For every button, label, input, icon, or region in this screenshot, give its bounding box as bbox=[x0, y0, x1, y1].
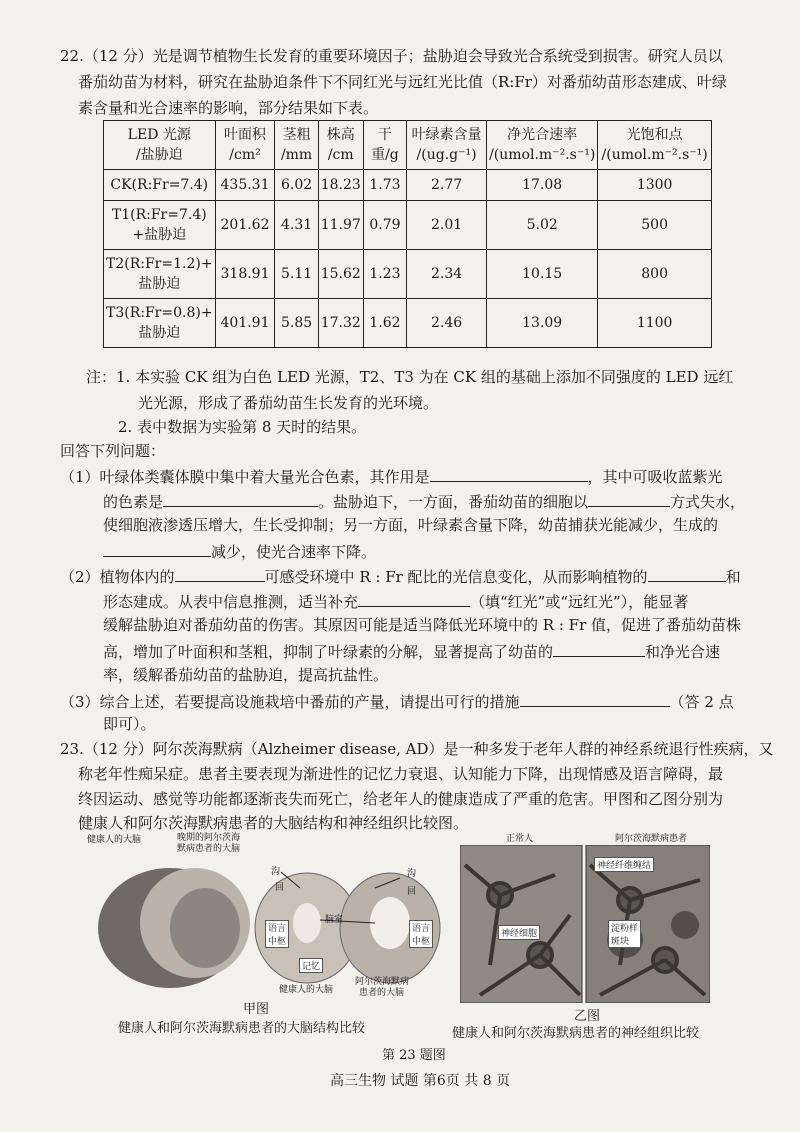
table-header-row bbox=[104, 121, 712, 170]
answer-blank[interactable] bbox=[163, 488, 318, 507]
label-gyrus-left: 回 bbox=[275, 883, 285, 893]
table-cell: 1.62 bbox=[363, 299, 406, 348]
fig-right-name: 乙图 bbox=[574, 1009, 601, 1024]
table-cell: 10.15 bbox=[487, 250, 598, 299]
answer-blank[interactable] bbox=[358, 588, 470, 607]
table-cell: 2.01 bbox=[407, 201, 487, 250]
label-healthy-brain: 健康人的大脑 bbox=[87, 835, 142, 845]
table-cell: 0.79 bbox=[363, 201, 406, 250]
label-gyrus-right: 回 bbox=[407, 887, 417, 897]
table-cell: 435.31 bbox=[215, 170, 275, 201]
table-cell: 2.77 bbox=[407, 170, 487, 201]
sub2-line3: 缓解盐胁迫对番茄幼苗的伤害。其原因可能是适当降低光环境中的 R : Fr 值，促进了番茄幼苗株 bbox=[103, 616, 742, 634]
table-cell: 1300 bbox=[598, 170, 712, 201]
page-footer: 高三生物 试题 第6页 共 8 页 bbox=[330, 1073, 511, 1089]
table-row bbox=[104, 201, 712, 250]
results-table bbox=[103, 120, 712, 348]
note-1a: 注：1. 本实验 CK 组为白色 LED 光源，T2、T3 为在 CK 组的基础上添加不同强度的 LED 远红 bbox=[86, 368, 734, 386]
q23-line1: 23.（12 分）阿尔茨海默病（Alzheimer disease, AD）是一种多发于老年人群的神经系统退行性疾病，又 bbox=[60, 740, 774, 758]
answer-blank[interactable] bbox=[103, 538, 211, 557]
note-2: 2. 表中数据为实验第 8 天时的结果。 bbox=[118, 418, 367, 436]
sub2-line5: 率，缓解番茄幼苗的盐胁迫，提高抗盐性。 bbox=[103, 666, 389, 684]
q22-line2: 番茄幼苗为材料，研究在盐胁迫条件下不同红光与远红光比值（R:Fr）对番茄幼苗形态建成、叶绿 bbox=[78, 73, 727, 91]
table-cell: 2.34 bbox=[407, 250, 487, 299]
figure-brain-structure bbox=[85, 828, 445, 998]
answer-blank[interactable] bbox=[648, 563, 726, 582]
sub2-line1: （2）植物体内的 可感受环境中 R : Fr 配比的光信息变化，从而影响植物的 和 bbox=[60, 563, 741, 589]
table-cell: 5.85 bbox=[275, 299, 318, 348]
header-cell: 干重/g bbox=[363, 121, 406, 170]
sub1-line1: （1）叶绿体类囊体膜中集中着大量光合色素，其作用是 ，其中可吸收蓝紫光 bbox=[60, 463, 723, 489]
table-cell: 5.11 bbox=[275, 250, 318, 299]
label-healthy-cross: 健康人的大脑 bbox=[279, 985, 334, 995]
header-cell: 光饱和点 /(umol.m⁻².s⁻¹) bbox=[598, 121, 712, 170]
sub2-line4: 高，增加了叶面积和茎粗，抑制了叶绿素的分解，显著提高了幼苗的 和净光合速 bbox=[103, 638, 720, 664]
table-cell: 18.23 bbox=[318, 170, 363, 201]
label-neuron: 神经细胞 bbox=[498, 925, 540, 940]
header-cell: 叶面积 /cm² bbox=[215, 121, 275, 170]
q23-line2: 称老年性痴呆症。患者主要表现为渐进性的记忆力衰退、认知能力下降，出现情感及语言障碍，最 bbox=[78, 765, 724, 783]
label-ad-brain-a: 晚期的阿尔茨海 bbox=[177, 833, 241, 843]
label-tangle: 神经纤维缠结 bbox=[594, 857, 654, 872]
answer-blank[interactable] bbox=[175, 563, 265, 582]
row-label: T1(R:Fr=7.4) +盐胁迫 bbox=[104, 201, 216, 250]
figure-group-caption: 第 23 题图 bbox=[382, 1048, 446, 1063]
table-row bbox=[104, 250, 712, 299]
label-patient: 阿尔茨海默病患者 bbox=[615, 834, 688, 844]
table-cell: 11.97 bbox=[318, 201, 363, 250]
table-cell: 5.02 bbox=[487, 201, 598, 250]
table-row bbox=[104, 170, 712, 201]
table-cell: 13.09 bbox=[487, 299, 598, 348]
fig-left-caption: 健康人和阿尔茨海默病患者的大脑结构比较 bbox=[118, 1021, 366, 1036]
sub3-line1: （3）综合上述，若要提高设施栽培中番茄的产量，请提出可行的措施 （答 2 点 bbox=[60, 688, 734, 714]
table-cell: 17.08 bbox=[487, 170, 598, 201]
neuron-illustration bbox=[460, 845, 710, 1003]
row-label: T3(R:Fr=0.8)+ 盐胁迫 bbox=[104, 299, 216, 348]
table-cell: 401.91 bbox=[215, 299, 275, 348]
table-row bbox=[104, 299, 712, 348]
fig-right-caption: 健康人和阿尔茨海默病患者的神经组织比较 bbox=[452, 1026, 700, 1041]
table-cell: 1100 bbox=[598, 299, 712, 348]
label-ad-brain-b: 默病患者的大脑 bbox=[177, 844, 241, 854]
header-cell: 株高 /cm bbox=[318, 121, 363, 170]
header-cell: 茎粗 /mm bbox=[275, 121, 318, 170]
note-1b: 光光源，形成了番茄幼苗生长发育的光环境。 bbox=[138, 394, 439, 412]
label-sulcus-left: 沟 bbox=[271, 867, 281, 877]
sub1-line4: 减少，使光合速率下降。 bbox=[103, 538, 376, 564]
table-cell: 17.32 bbox=[318, 299, 363, 348]
table-cell: 800 bbox=[598, 250, 712, 299]
table-cell: 500 bbox=[598, 201, 712, 250]
fig-left-name: 甲图 bbox=[243, 1002, 270, 1017]
table-cell: 1.23 bbox=[363, 250, 406, 299]
header-cell: LED 光源 /盐胁迫 bbox=[104, 121, 216, 170]
q22-line1: 22.（12 分）光是调节植物生长发育的重要环境因子；盐胁迫会导致光合系统受到损害。研究人员以 bbox=[60, 47, 723, 65]
sub1-line3: 使细胞液渗透压增大，生长受抑制；另一方面，叶绿素含量下降，幼苗捕获光能减少，生成的 bbox=[103, 516, 719, 534]
label-memory: 记忆 bbox=[299, 958, 323, 973]
q22-line3: 素含量和光合速率的影响，部分结果如下表。 bbox=[78, 99, 379, 117]
label-speech-left: 语言 中枢 bbox=[265, 920, 289, 948]
q23-line4: 健康人和阿尔茨海默病患者的大脑结构和神经组织比较图。 bbox=[78, 814, 469, 832]
answer-blank[interactable] bbox=[553, 638, 645, 657]
answer-prompt: 回答下列问题： bbox=[60, 442, 166, 460]
label-normal: 正常人 bbox=[506, 834, 534, 844]
table-cell: 318.91 bbox=[215, 250, 275, 299]
label-sulcus-right: 沟 bbox=[407, 869, 417, 879]
sub3-line2: 即可）。 bbox=[103, 715, 156, 733]
label-plaque: 淀粉样 斑块 bbox=[608, 920, 641, 948]
table-cell: 1.73 bbox=[363, 170, 406, 201]
answer-blank[interactable] bbox=[520, 688, 670, 707]
table-cell: 4.31 bbox=[275, 201, 318, 250]
row-label: T2(R:Fr=1.2)+ 盐胁迫 bbox=[104, 250, 216, 299]
table-cell: 15.62 bbox=[318, 250, 363, 299]
table-cell: 201.62 bbox=[215, 201, 275, 250]
sub2-line2: 形态建成。从表中信息推测，适当补充 （填“红光”或“远红光”），能显著 bbox=[103, 588, 688, 614]
row-label: CK(R:Fr=7.4) bbox=[104, 170, 216, 201]
figure-neural-tissue bbox=[460, 834, 710, 1003]
table-cell: 2.46 bbox=[407, 299, 487, 348]
label-ad-cross-a: 阿尔茨海默病 bbox=[355, 977, 410, 987]
q23-line3: 终因运动、感觉等功能都逐渐丧失而死亡，给老年人的健康造成了严重的危害。甲图和乙图分别为 bbox=[78, 790, 724, 808]
label-ventricle: 脑室 bbox=[325, 915, 344, 925]
sub1-line2: 的色素是 。盐胁迫下，一方面，番茄幼苗的细胞以 方式失水， bbox=[103, 488, 745, 514]
header-cell: 叶绿素含量 /(ug.g⁻¹) bbox=[407, 121, 487, 170]
label-speech-right: 语言 中枢 bbox=[409, 920, 433, 948]
header-cell: 净光合速率 /(umol.m⁻².s⁻¹) bbox=[487, 121, 598, 170]
label-ad-cross-b: 患者的大脑 bbox=[359, 988, 405, 998]
answer-blank[interactable] bbox=[430, 463, 588, 482]
answer-blank[interactable] bbox=[588, 488, 670, 507]
table-cell: 6.02 bbox=[275, 170, 318, 201]
brain-illustration bbox=[85, 828, 445, 998]
